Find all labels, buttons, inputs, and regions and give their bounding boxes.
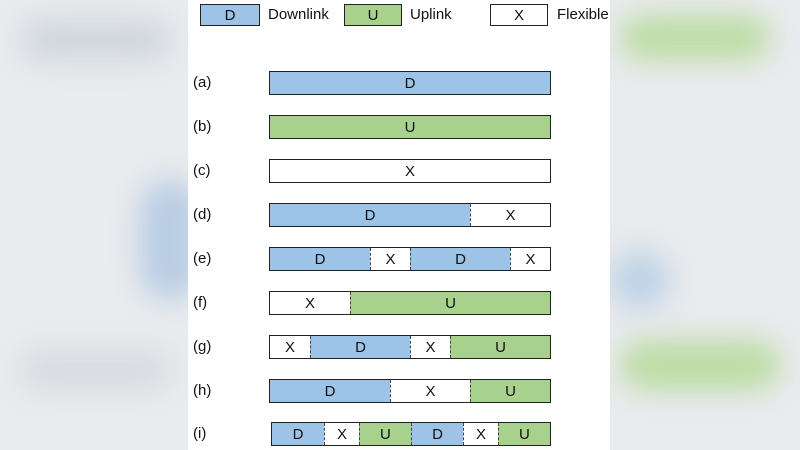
legend-downlink-code: D (224, 6, 236, 24)
row-label: (c) (193, 162, 211, 179)
slot-segment-x: X (390, 380, 470, 402)
row-label: (h) (193, 382, 212, 399)
background-blur-left (0, 0, 188, 450)
slot-segment-x: X (510, 248, 550, 270)
legend-downlink-label: Downlink (268, 6, 329, 23)
slot-segment-d: D (270, 248, 370, 270)
slot-bar (269, 247, 551, 271)
row-label: (d) (193, 206, 212, 223)
slot-bar (269, 203, 551, 227)
slot-segment-x: X (410, 336, 450, 358)
slot-segment-u: U (498, 423, 550, 445)
slot-segment-u: U (450, 336, 550, 358)
legend-flexible-label: Flexible (557, 6, 609, 23)
slot-segment-d: D (272, 423, 324, 445)
slot-bar (269, 159, 551, 183)
slot-bar (269, 291, 551, 315)
legend-uplink-swatch (344, 4, 402, 26)
slot-bar (269, 115, 551, 139)
slot-segment-d: D (270, 380, 390, 402)
slot-segment-d: D (270, 72, 550, 94)
row-label: (g) (193, 338, 212, 355)
row-label: (b) (193, 118, 212, 135)
slot-segment-x: X (270, 336, 310, 358)
slot-segment-d: D (410, 248, 510, 270)
row-label: (f) (193, 294, 208, 311)
slot-bar (269, 335, 551, 359)
slot-segment-u: U (270, 116, 550, 138)
slot-segment-d: D (411, 423, 463, 445)
row-label: (i) (193, 425, 207, 442)
slot-segment-x: X (270, 292, 350, 314)
slot-segment-x: X (470, 204, 550, 226)
row-label: (e) (193, 250, 212, 267)
slot-segment-u: U (350, 292, 550, 314)
slot-segment-d: D (270, 204, 470, 226)
slot-segment-u: U (359, 423, 411, 445)
legend-uplink-label: Uplink (410, 6, 452, 23)
row-label: (a) (193, 74, 212, 91)
legend-downlink-swatch (200, 4, 260, 26)
legend-uplink-code: U (367, 6, 379, 24)
slot-segment-d: D (310, 336, 410, 358)
legend-flexible-swatch (490, 4, 548, 26)
slot-segment-x: X (370, 248, 410, 270)
legend-flexible-code: X (513, 6, 524, 24)
slot-bar (269, 71, 551, 95)
slot-segment-u: U (470, 380, 550, 402)
slot-bar (271, 422, 551, 446)
slot-bar (269, 379, 551, 403)
slot-segment-x: X (324, 423, 359, 445)
slot-segment-x: X (463, 423, 498, 445)
background-blur-right (610, 0, 800, 450)
slot-segment-x: X (270, 160, 550, 182)
